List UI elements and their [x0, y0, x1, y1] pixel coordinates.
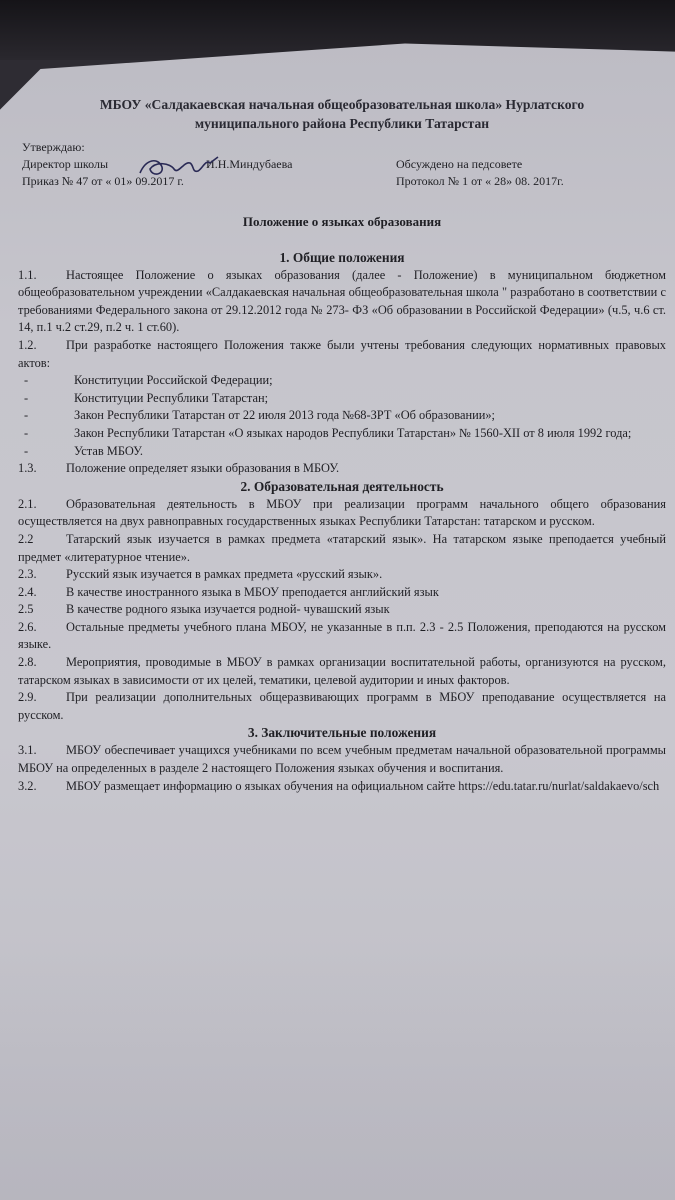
list-item: - Закон Республики Татарстан от 22 июля 2013 года №68-ЗРТ «Об образовании»; — [24, 408, 495, 423]
clause-1-3: 1.3. Положение определяет языки образования в МБОУ. — [18, 461, 340, 476]
clause-1-1: 1.1. Настоящее Положение о языках образования (далее - Положение) в муниципальном бюджетном общеобразовательном учреждении «Салдакаевская начальная общеобразовательная школа " разработано в соответствии с требованиями Федерального закона от 29.12.2012 года № 273- ФЗ «Об образовании в Российской Федерации» (ч.5, ч.6 ст. 14, п.1 ч.2 ст.29, п.2 ч. 1 ст.60). — [18, 267, 666, 335]
protocol-line: Протокол № 1 от « 28» 08. 2017г. — [396, 174, 564, 188]
org-header — [18, 95, 666, 133]
clause: 2.6. Остальные предметы учебного плана МБОУ, не указанные в п.п. 2.3 - 2.5 Положения, преподаются на русском языке. — [18, 619, 666, 652]
order-line: Приказ № 47 от « 01» 09.2017 г. — [22, 174, 184, 188]
clause-1-2: 1.2. При разработке настоящего Положения также были учтены требования следующих нормативных правовых актов: — [18, 337, 666, 370]
approval-block — [18, 139, 666, 193]
paper-shadow — [0, 940, 675, 1200]
org-line-2: муниципального района Республики Татарстан — [194, 116, 490, 131]
approved-label: Утверждаю: — [22, 140, 85, 154]
list-item: - Устав МБОУ. — [24, 443, 143, 458]
list-item: - Конституции Республики Татарстан; — [24, 390, 269, 405]
section-2-heading: 2. Образовательная деятельность — [240, 478, 444, 494]
clause: 2.3. Русский язык изучается в рамках предмета «русский язык». — [18, 567, 383, 582]
signature — [136, 153, 222, 181]
list-item: - Закон Республики Татарстан «О языках народов Республики Татарстан» № 1560-XII от 8 июля 1992 года; — [24, 425, 632, 440]
clause: 2.8. Мероприятия, проводимые в МБОУ в рамках организации воспитательной работы, организуются на русском, татарском языках в зависимости от их целей, тематики, целевой аудитории и иных факторов. — [18, 655, 666, 687]
section-1-heading: 1. Общие положения — [279, 249, 405, 265]
director-name: И.Н.Миндубаева — [206, 157, 293, 171]
clause: 2.2 Татарский язык изучается в рамках предмета «татарский язык». На татарском языке преподается учебный предмет «литературное чтение». — [18, 531, 666, 564]
clause: 2.9. При реализации дополнительных общеразвивающих программ в МБОУ преподавание осуществляется на русском. — [18, 690, 666, 722]
org-line-1: МБОУ «Салдакаевская начальная общеобразовательная школа» Нурлатского — [99, 97, 585, 112]
approval-right — [396, 156, 564, 190]
clause: 2.4. В качестве иностранного языка в МБОУ преподается английский язык — [18, 584, 439, 599]
document-title: Положение о языках образования — [242, 214, 442, 229]
clause: 2.1. Образовательная деятельность в МБОУ при реализации программ начального общего образования осуществляется на двух равноправных государственных языках Республики Татарстан: татарском и русском. — [18, 496, 666, 529]
section-3-heading: 3. Заключительные положения — [247, 725, 437, 741]
director-label: Директор школы — [22, 157, 109, 171]
document — [18, 95, 666, 795]
discussed-label: Обсуждено на педсовете — [396, 157, 523, 171]
clause: 3.1. МБОУ обеспечивает учащихся учебниками по всем учебным предметам начальной образовательной программы МБОУ на определенных в разделе 2 настоящего Положения языках обучения и воспитания. — [18, 743, 666, 776]
list-item: - Конституции Российской Федерации; — [24, 373, 273, 388]
clause: 2.5 В качестве родного языка изучается родной- чувашский язык — [18, 602, 390, 617]
clause: 3.2. МБОУ размещает информацию о языках обучения на официальном сайте https://edu.tatar.ru/nurlat/saldakaevo/sch — [18, 778, 660, 793]
